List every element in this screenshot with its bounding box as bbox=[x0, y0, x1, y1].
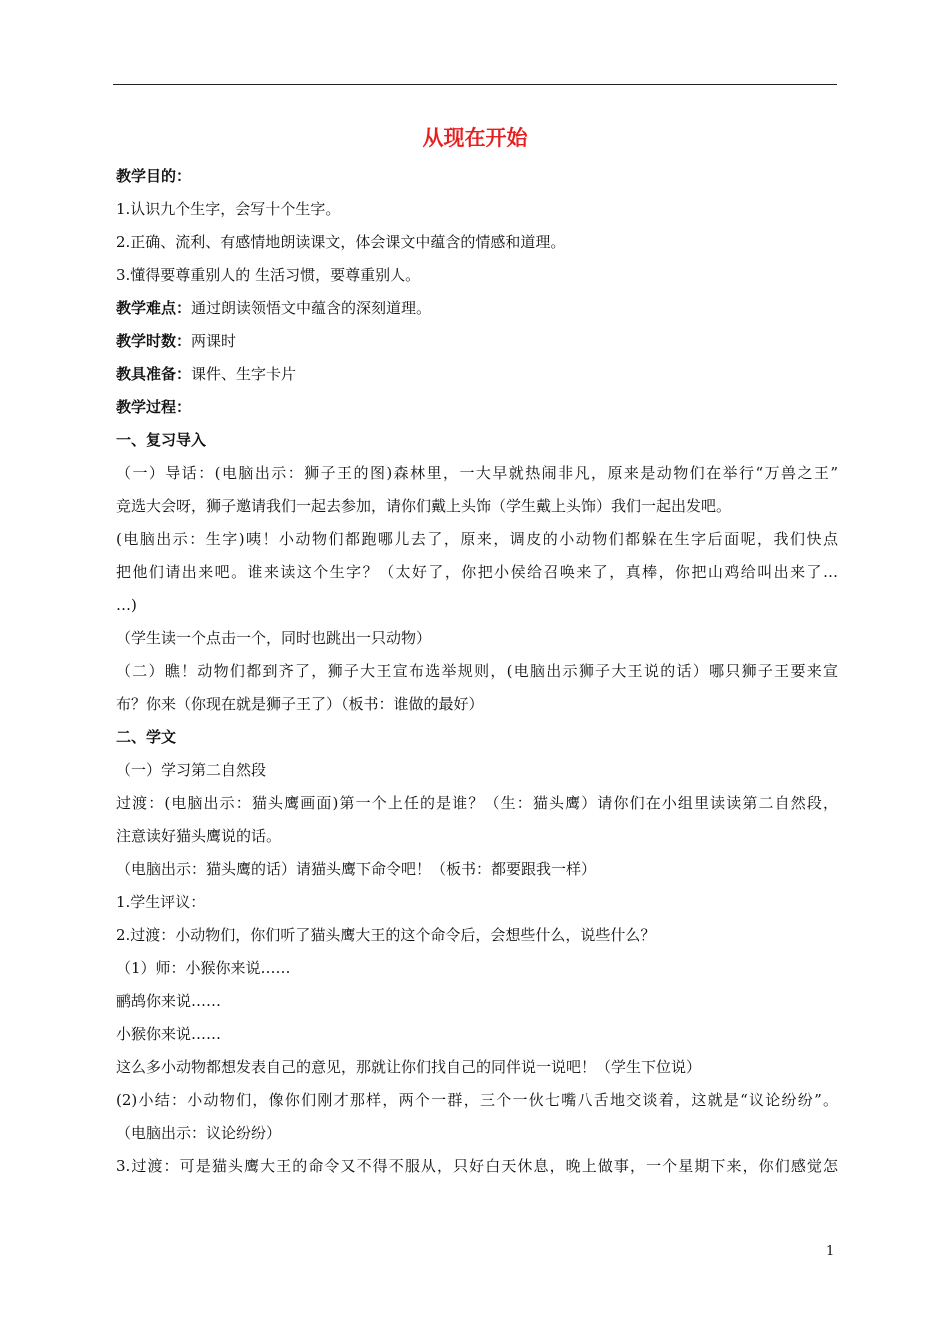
line-p5 bbox=[116, 754, 838, 787]
line-p2-l2 bbox=[116, 556, 838, 589]
page-number: 1 bbox=[826, 1244, 835, 1259]
line-text: （电脑出示：议论纷纷） bbox=[116, 1124, 282, 1142]
line-p16 bbox=[116, 1150, 838, 1183]
line-text: （一）导话：(电脑出示：狮子王的图)森林里，一大早就热闹非凡，原来是动物们在举行“万兽之王” bbox=[116, 464, 838, 482]
line-section-1 bbox=[116, 424, 838, 457]
line-text: 小猴你来说…… bbox=[116, 1025, 222, 1043]
line-text: 注意读好猫头鹰说的话。 bbox=[116, 827, 282, 845]
line-text: 课件、生字卡片 bbox=[191, 365, 297, 383]
line-label: 教学时数： bbox=[116, 332, 192, 350]
line-text: 1.认识九个生字，会写十个生字。 bbox=[116, 200, 341, 218]
line-text: 两课时 bbox=[191, 332, 237, 350]
line-text: （1）师：小猴你来说…… bbox=[116, 959, 291, 977]
line-goal-3 bbox=[116, 259, 838, 292]
line-label: 教学过程： bbox=[116, 398, 192, 416]
line-text: (2)小结：小动物们，像你们刚才那样，两个一群，三个一伙七嘴八舌地交谈着，这就是“议论纷纷”。 bbox=[116, 1091, 838, 1109]
line-p6-l2 bbox=[116, 820, 838, 853]
line-goal-heading bbox=[116, 160, 838, 193]
line-text: （一）学习第二自然段 bbox=[116, 761, 267, 779]
line-label: 一、复习导入 bbox=[116, 431, 207, 449]
line-p4-l2 bbox=[116, 688, 838, 721]
line-p15 bbox=[116, 1117, 838, 1150]
line-goal-1 bbox=[116, 193, 838, 226]
line-p8 bbox=[116, 886, 838, 919]
line-p10 bbox=[116, 952, 838, 985]
line-p3 bbox=[116, 622, 838, 655]
line-text: 1.学生评议： bbox=[116, 893, 206, 911]
line-text: 3.过渡：可是猫头鹰大王的命令又不得不服从，只好白天休息，晚上做事，一个星期下来，你们感觉怎 bbox=[116, 1157, 838, 1175]
line-p6-l1 bbox=[116, 787, 838, 820]
line-label: 二、学文 bbox=[116, 728, 177, 746]
line-materials bbox=[116, 358, 838, 391]
line-text: 鹂鸪你来说…… bbox=[116, 992, 222, 1010]
line-text: 把他们请出来吧。谁来读这个生字？（太好了，你把小侯给召唤来了，真棒，你把山鸡给叫出来了… bbox=[116, 563, 838, 581]
line-difficulty bbox=[116, 292, 838, 325]
header-rule bbox=[113, 84, 837, 85]
line-text: 过渡：(电脑出示：猫头鹰画面)第一个上任的是谁？（生：猫头鹰）请你们在小组里读读第二自然段， bbox=[116, 794, 838, 812]
line-p1-l1 bbox=[116, 457, 838, 490]
line-p14 bbox=[116, 1084, 838, 1117]
line-goal-2 bbox=[116, 226, 838, 259]
line-text: 2.正确、流利、有感情地朗读课文，体会课文中蕴含的情感和道理。 bbox=[116, 233, 566, 251]
line-p4-l1 bbox=[116, 655, 838, 688]
line-hours bbox=[116, 325, 838, 358]
line-p1-l2 bbox=[116, 490, 838, 523]
line-p13 bbox=[116, 1051, 838, 1084]
line-text: 这么多小动物都想发表自己的意见，那就让你们找自己的同伴说一说吧！（学生下位说） bbox=[116, 1058, 702, 1076]
line-text: 布？你来（你现在就是狮子王了）（板书：谁做的最好） bbox=[116, 695, 484, 713]
line-p2-l1 bbox=[116, 523, 838, 556]
line-label: 教具准备： bbox=[116, 365, 192, 383]
line-label: 教学目的： bbox=[116, 167, 192, 185]
line-text: （电脑出示：猫头鹰的话）请猫头鹰下命令吧！（板书：都要跟我一样） bbox=[116, 860, 597, 878]
document-body bbox=[116, 160, 838, 1183]
line-text: …) bbox=[116, 596, 137, 614]
line-text: 通过朗读领悟文中蕴含的深刻道理。 bbox=[191, 299, 432, 317]
line-p2-l3 bbox=[116, 589, 838, 622]
line-process-heading bbox=[116, 391, 838, 424]
line-section-2 bbox=[116, 721, 838, 754]
line-text: 竞选大会呀，狮子邀请我们一起去参加，请你们戴上头饰（学生戴上头饰）我们一起出发吧。 bbox=[116, 497, 732, 515]
line-label: 教学难点： bbox=[116, 299, 192, 317]
line-text: 3.懂得要尊重别人的 生活习惯，要尊重别人。 bbox=[116, 266, 421, 284]
line-text: (电脑出示：生字)咦！小动物们都跑哪儿去了，原来，调皮的小动物们都躲在生字后面呢，我们快点 bbox=[116, 530, 838, 548]
line-text: （二）瞧！动物们都到齐了，狮子大王宣布选举规则，(电脑出示狮子大王说的话）哪只狮子王要来宣 bbox=[116, 662, 838, 680]
line-p12 bbox=[116, 1018, 838, 1051]
line-p9 bbox=[116, 919, 838, 952]
line-p7 bbox=[116, 853, 838, 886]
document-title: 从现在开始 bbox=[422, 126, 528, 150]
line-text: （学生读一个点击一个，同时也跳出一只动物） bbox=[116, 629, 432, 647]
line-p11 bbox=[116, 985, 838, 1018]
line-text: 2.过渡：小动物们，你们听了猫头鹰大王的这个命令后，会想些什么，说些什么？ bbox=[116, 926, 656, 944]
